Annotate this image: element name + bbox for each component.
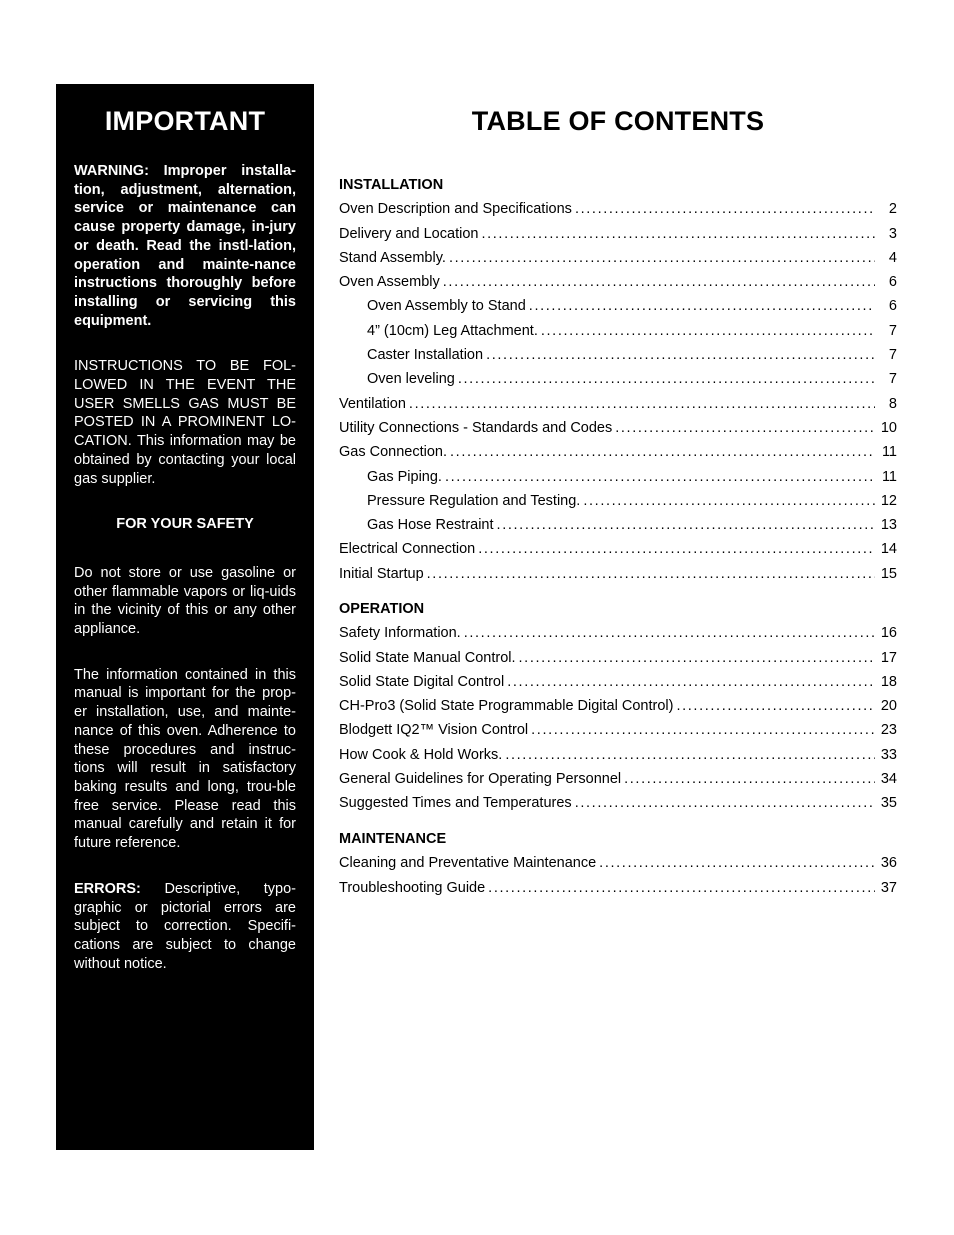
toc-entry [339, 562, 897, 586]
sidebar-title: IMPORTANT [104, 106, 266, 136]
toc-entry-page: 7 [888, 371, 897, 388]
toc-entry-title: Utility Connections - Standards and Codes [339, 419, 613, 436]
dot-leader [488, 876, 875, 900]
dot-leader [464, 621, 875, 645]
toc-entry [339, 851, 897, 875]
important-sidebar [56, 84, 314, 1150]
toc-entry-title: How Cook & Hold Works. [339, 746, 503, 763]
toc-entry [339, 670, 897, 694]
section-heading: MAINTENANCE [339, 831, 447, 847]
table-of-contents [339, 84, 897, 896]
toc-entry-title: Oven leveling [367, 371, 455, 388]
dot-leader [583, 489, 875, 513]
toc-entry-title: CH-Pro3 (Solid State Programmable Digital Control) [339, 698, 674, 715]
toc-entry-title: Gas Connection. [339, 444, 448, 461]
errors-paragraph [74, 880, 296, 974]
toc-entry-page: 36 [880, 855, 897, 872]
toc-entry-page: 15 [880, 565, 897, 582]
toc-entry [339, 513, 897, 537]
toc-entry [339, 270, 897, 294]
toc-entry-page: 2 [888, 201, 897, 218]
toc-entry-title: Gas Piping. [367, 468, 442, 485]
toc-entry-title: Solid State Manual Control. [339, 649, 516, 666]
dot-leader [531, 718, 875, 742]
dot-leader [505, 743, 875, 767]
toc-entry [339, 646, 897, 670]
toc-entry-page: 7 [888, 347, 897, 364]
toc-entry-page: 3 [888, 225, 897, 242]
toc-entry-page: 10 [880, 419, 897, 436]
safety-heading: FOR YOUR SAFETY [116, 516, 254, 533]
toc-entry-page: 14 [880, 541, 897, 558]
toc-entry-title: Delivery and Location [339, 225, 479, 242]
toc-entry [339, 416, 897, 440]
dot-leader [486, 343, 875, 367]
dot-leader [450, 440, 875, 464]
toc-entry-page: 11 [881, 468, 897, 485]
errors-text: Descriptive, typo-graphic or pictorial errors are subject to correction. Specifi-cations are subject to change without notice. [74, 880, 296, 972]
toc-entry-title: Ventilation [339, 395, 406, 412]
dot-leader [449, 246, 875, 270]
toc-entry-page: 13 [880, 517, 897, 534]
dot-leader [529, 294, 875, 318]
toc-entry-page: 6 [888, 274, 897, 291]
toc-entry-page: 37 [880, 879, 897, 896]
dot-leader [575, 197, 875, 221]
toc-entry [339, 294, 897, 318]
toc-title: TABLE OF CONTENTS [471, 106, 765, 136]
dot-leader [599, 851, 875, 875]
gas-instructions-paragraph: INSTRUCTIONS TO BE FOL-LOWED IN THE EVENT THE USER SMELLS GAS MUST BE POSTED IN A PROMINENT LO-CATION. This information may be obtained by contacting your local gas supplier. [74, 358, 296, 487]
dot-leader [507, 670, 875, 694]
dot-leader [541, 319, 875, 343]
toc-entry [339, 392, 897, 416]
section-heading: INSTALLATION [339, 177, 444, 193]
toc-entry [339, 791, 897, 815]
toc-entry [339, 694, 897, 718]
dot-leader [481, 222, 875, 246]
toc-entry-title: Solid State Digital Control [339, 673, 505, 690]
toc-entry [339, 718, 897, 742]
toc-entry-title: Oven Assembly [339, 274, 440, 291]
dot-leader [409, 392, 875, 416]
toc-entry-title: Caster Installation [367, 347, 484, 364]
toc-entry-page: 20 [880, 698, 897, 715]
toc-entry [339, 537, 897, 561]
toc-entry-page: 17 [880, 649, 897, 666]
dot-leader [615, 416, 875, 440]
toc-entry-title: Pressure Regulation and Testing. [367, 492, 581, 509]
toc-entry-title: 4” (10cm) Leg Attachment. [367, 322, 538, 339]
toc-entry-page: 18 [880, 673, 897, 690]
toc-entry-page: 16 [880, 625, 897, 642]
toc-entry [339, 621, 897, 645]
toc-entry-title: General Guidelines for Operating Personnel [339, 771, 622, 788]
toc-entry-page: 7 [888, 322, 897, 339]
toc-entry [339, 367, 897, 391]
toc-entry [339, 197, 897, 221]
toc-entry-title: Suggested Times and Temperatures [339, 795, 572, 812]
toc-section-maintenance [339, 827, 897, 900]
toc-entry [339, 465, 897, 489]
toc-entry [339, 876, 897, 900]
section-heading: OPERATION [339, 601, 425, 617]
toc-entry-title: Electrical Connection [339, 541, 476, 558]
dot-leader [519, 646, 875, 670]
toc-entry [339, 246, 897, 270]
toc-entry-title: Gas Hose Restraint [367, 517, 494, 534]
toc-entry [339, 343, 897, 367]
dot-leader [427, 562, 875, 586]
toc-entry [339, 489, 897, 513]
warning-paragraph: WARNING: Improper installa-tion, adjustment, alternation, service or maintenance can cause property damage, in-jury or death. Read the instl-lation, operation and mainte-nance instructions thoroughly before installing or servicing this equipment. [74, 163, 296, 329]
toc-entry-page: 33 [880, 746, 897, 763]
dot-leader [497, 513, 875, 537]
toc-entry [339, 767, 897, 791]
toc-section-installation [339, 173, 897, 586]
toc-entry [339, 319, 897, 343]
toc-entry-page: 6 [888, 298, 897, 315]
dot-leader [575, 791, 875, 815]
toc-entry [339, 440, 897, 464]
toc-entry-page: 34 [880, 771, 897, 788]
toc-entry-title: Oven Assembly to Stand [367, 298, 526, 315]
toc-entry-page: 11 [881, 444, 897, 461]
dot-leader [624, 767, 875, 791]
manual-info-paragraph: The information contained in this manual is important for the prop-er installation, use, and mainte-nance of this oven. Adherence to these procedures and instruc-tions will result in satisfactory baking results and long, trou-ble free service. Please read this manual carefully and retain it for future reference. [74, 666, 296, 852]
toc-entry-title: Oven Description and Specifications [339, 201, 572, 218]
toc-entry [339, 743, 897, 767]
toc-entry-title: Cleaning and Preventative Maintenance [339, 855, 597, 872]
toc-entry-page: 4 [888, 249, 897, 266]
toc-entry [339, 222, 897, 246]
errors-label: ERRORS: [74, 880, 141, 897]
dot-leader [445, 465, 875, 489]
toc-section-operation [339, 597, 897, 816]
toc-entry-title: Stand Assembly. [339, 249, 446, 266]
dot-leader [676, 694, 874, 718]
toc-entry-page: 12 [880, 492, 897, 509]
toc-entry-title: Blodgett IQ2™ Vision Control [339, 722, 529, 739]
dot-leader [478, 537, 875, 561]
toc-entry-title: Troubleshooting Guide [339, 879, 486, 896]
toc-entry-title: Initial Startup [339, 565, 424, 582]
dot-leader [443, 270, 875, 294]
dot-leader [458, 367, 875, 391]
toc-entry-title: Safety Information. [339, 625, 461, 642]
gasoline-warning-paragraph: Do not store or use gasoline or other flammable vapors or liq-uids in the vicinity of this or any other appliance. [74, 564, 296, 638]
toc-entry-page: 23 [880, 722, 897, 739]
toc-entry-page: 35 [880, 795, 897, 812]
toc-entry-page: 8 [888, 395, 897, 412]
